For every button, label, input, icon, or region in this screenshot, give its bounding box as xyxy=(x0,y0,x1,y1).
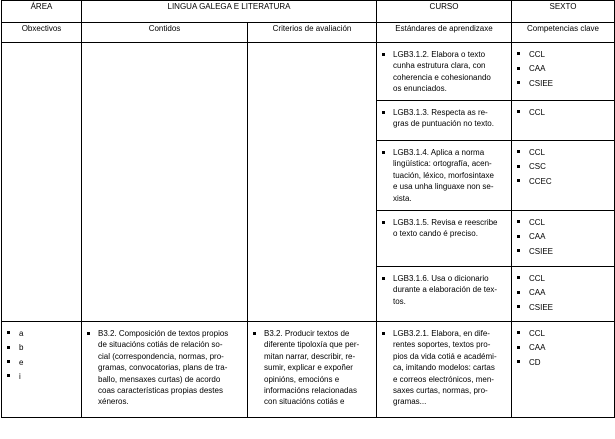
bullet-icon xyxy=(517,305,520,308)
objective-item: b xyxy=(7,342,77,356)
bullet-icon xyxy=(517,346,520,349)
standard-cell xyxy=(377,267,512,322)
competence-item: CD xyxy=(517,357,610,371)
objectives-cell xyxy=(2,43,82,322)
standard-cell xyxy=(377,101,512,141)
criterion-text: B3.2. Producir textos de diferente tipoloxía que per- mitan narrar, describir, re- sumir, explicar e expoñer opinións, emocións e informacións relacionadas con situacións cotiás e xyxy=(264,329,360,407)
contents-cell xyxy=(82,43,248,322)
criteria-cell xyxy=(248,43,377,322)
grade-header: SEXTO xyxy=(512,1,615,23)
bullet-icon xyxy=(517,110,520,113)
competence-item: CCL xyxy=(517,107,610,121)
competence-item: CCEC xyxy=(517,176,610,190)
competence-item: CSIEE xyxy=(517,78,610,92)
header-row xyxy=(2,1,615,23)
competences-cell xyxy=(512,43,615,101)
curriculum-table xyxy=(1,0,615,418)
objective-item: e xyxy=(7,357,77,371)
bullet-icon xyxy=(517,150,520,153)
bullet-icon xyxy=(382,332,385,335)
standard-text: LGB3.1.3. Respecta as re- gras de puntuación no texto. xyxy=(393,108,494,129)
competence-item: CAA xyxy=(517,287,610,301)
bullet-icon xyxy=(87,332,90,335)
competence-item: CCL xyxy=(517,147,610,161)
objective-item: i xyxy=(7,371,77,385)
competences-cell xyxy=(512,101,615,141)
table-row xyxy=(2,322,615,418)
bullet-icon xyxy=(517,291,520,294)
competence-item: CCL xyxy=(517,273,610,287)
competence-item: CCL xyxy=(517,328,610,342)
bullet-icon xyxy=(382,53,385,56)
bullet-icon xyxy=(517,81,520,84)
area-header: ÁREA xyxy=(2,1,82,23)
bullet-icon xyxy=(7,346,10,349)
bullet-icon xyxy=(382,111,385,114)
bullet-icon xyxy=(517,235,520,238)
objectives-cell xyxy=(2,322,82,418)
competence-item: CCL xyxy=(517,49,610,63)
bullet-icon xyxy=(382,277,385,280)
contents-cell xyxy=(82,322,248,418)
competence-item: CAA xyxy=(517,231,610,245)
objectives-column-header: Obxectivos xyxy=(2,23,82,43)
competences-column-header: Competencias clave xyxy=(512,23,615,43)
bullet-icon xyxy=(382,151,385,154)
bullet-icon xyxy=(517,179,520,182)
criteria-cell xyxy=(248,322,377,418)
bullet-icon xyxy=(517,220,520,223)
bullet-icon xyxy=(517,67,520,70)
bullet-icon xyxy=(7,374,10,377)
course-header: CURSO xyxy=(377,1,512,23)
standard-text: LGB3.1.2. Elabora o texto cunha estrutura clara, con coherencia e cohesionando os enunciados. xyxy=(393,50,491,94)
standard-cell xyxy=(377,322,512,418)
standard-cell xyxy=(377,141,512,211)
competence-item: CCL xyxy=(517,217,610,231)
bullet-icon xyxy=(253,332,256,335)
bullet-icon xyxy=(517,52,520,55)
competences-cell xyxy=(512,211,615,267)
standard-cell xyxy=(377,43,512,101)
table-row xyxy=(2,43,615,101)
standard-cell xyxy=(377,211,512,267)
criteria-column-header: Criterios de avaliación xyxy=(248,23,377,43)
competence-item: CSIEE xyxy=(517,302,610,316)
competence-item: CAA xyxy=(517,63,610,77)
competences-cell xyxy=(512,141,615,211)
standard-text: LGB3.1.6. Usa o dicionario durante a elaboración de tex- tos. xyxy=(393,274,498,306)
competences-cell xyxy=(512,267,615,322)
bullet-icon xyxy=(517,331,520,334)
competences-cell xyxy=(512,322,615,418)
contents-column-header: Contidos xyxy=(82,23,248,43)
standard-text: LGB3.1.4. Aplica a norma lingüística: ortografía, acen- tuación, léxico, morfosintaxe e usa unha linguaxe non se- xista. xyxy=(393,148,494,203)
bullet-icon xyxy=(517,249,520,252)
standards-column-header: Estándares de aprendizaxe xyxy=(377,23,512,43)
bullet-icon xyxy=(7,331,10,334)
competence-item: CSIEE xyxy=(517,246,610,260)
column-header-row xyxy=(2,23,615,43)
bullet-icon xyxy=(382,221,385,224)
competence-item: CSC xyxy=(517,161,610,175)
competence-item: CAA xyxy=(517,342,610,356)
objective-item: a xyxy=(7,328,77,342)
subject-header: LINGUA GALEGA E LITERATURA xyxy=(82,1,377,23)
standard-text: LGB3.2.1. Elabora, en dife- rentes soportes, textos pro- pios da vida cotiá e académi- ca, imitando modelos: cartas e correos electrónicos, men- saxes curtas, normas, pro- gramas... xyxy=(393,329,497,407)
bullet-icon xyxy=(7,360,10,363)
content-text: B3.2. Composición de textos propios de situacións cotiás de relación so- cial (correspondencia, normas, pro- gramas, convocatorias, plans de tra- ballo, mensaxes curtas) de acordo coas características propias destes xéneros. xyxy=(98,329,229,407)
bullet-icon xyxy=(517,276,520,279)
bullet-icon xyxy=(517,165,520,168)
bullet-icon xyxy=(517,360,520,363)
standard-text: LGB3.1.5. Revisa e reescribe o texto cando é preciso. xyxy=(393,218,498,239)
